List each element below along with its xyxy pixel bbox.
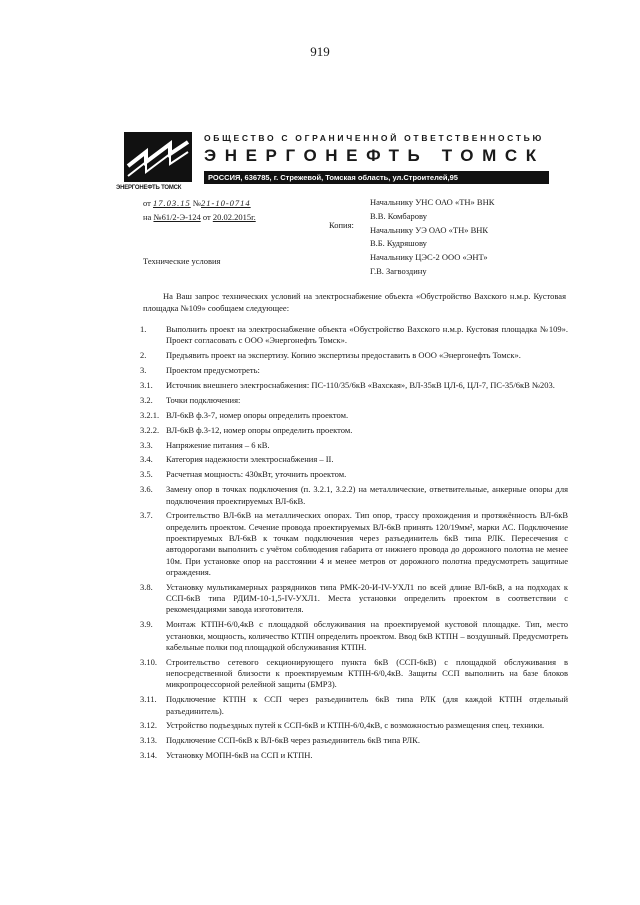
list-item	[140, 410, 568, 421]
item-text: Строительство ВЛ-6кВ на металлических опорах. Тип опор, трассу прохождения и протяжённость ВЛ-6кВ определить проектом. Сечение провода проектируемых ВЛ-6кВ принять 120/19мм², марки АС. Подключение проектируемых ВЛ-6кВ к точкам подключения через разъединитель 6кВ типа РЛК. Пересечения с автодорогами выполнить с учётом соблюдения габарита от нижнего провода до дорожного полотна не менее 10м. При установке опор на расстоянии 4 и менее метров от дорожного полотна предусмотреть защитные ограждения.	[166, 510, 568, 577]
number-prefix: №	[192, 198, 201, 208]
ref-date-prefix: от	[202, 212, 211, 222]
recipients-block	[370, 196, 494, 279]
item-number: 3.13.	[140, 735, 157, 746]
item-text: Выполнить проект на электроснабжение объекта «Обустройство Вахского н.м.р. Кустовая площадка №109». Проект согласовать с ООО «Энергонефть Томск».	[166, 324, 568, 346]
item-text: Предъявить проект на экспертизу. Копию экспертизы предоставить в ООО «Энергонефть Томск».	[166, 350, 521, 361]
list-item	[140, 510, 568, 578]
outgoing-line-1	[143, 196, 256, 210]
org-type: ОБЩЕСТВО С ОГРАНИЧЕННОЙ ОТВЕТСТВЕННОСТЬЮ	[204, 133, 544, 143]
item-text: Подключение КТПН к ССП через разъединитель 6кВ типа РЛК (для каждой КТПН отдельный разъединитель).	[166, 694, 568, 716]
item-number: 3.10.	[140, 656, 157, 667]
page-number: 919	[310, 44, 330, 59]
item-text: Точки подключения:	[166, 394, 241, 405]
item-text: ВЛ-6кВ ф.3-12, номер опоры определить проектом.	[166, 424, 353, 435]
list-item	[140, 380, 568, 391]
org-name: ЭНЕРГОНЕФТЬ ТОМСК	[204, 146, 545, 165]
item-number: 3.14.	[140, 750, 157, 761]
outgoing-reference	[143, 196, 256, 224]
item-text: Источник внешнего электроснабжения: ПС-110/35/6кВ «Вахская», ВЛ-35кВ ЦЛ-6, ЦЛ-7, ПС-35/6кВ №203.	[166, 379, 555, 390]
item-text: Строительство сетевого секционирующего пункта 6кВ (ССП-6кВ) с площадкой обслуживания в непосредственной близости к проектируемым КТПН-6/0,4кВ. Защиты ССП выполнить на базе блоков микропроцессорной релейной защиты (БМРЗ).	[166, 656, 568, 690]
list-item	[140, 619, 568, 653]
from-prefix: от	[143, 198, 151, 208]
item-number: 3.1.	[140, 379, 153, 390]
list-item	[140, 750, 568, 761]
item-number: 3.4.	[140, 454, 153, 465]
item-number: 3.11.	[140, 694, 157, 705]
list-item	[140, 657, 568, 691]
item-text: Установку мультикамерных разрядников типа РМК-20-И-IV-УХЛ1 по всей длине ВЛ-6кВ, а на подходах к ССП-6кВ типа РДИМ-10-1,5-IV-УХЛ1. Места установки определить проектом в соответствии с рекомендациями завода изготовителя.	[166, 581, 568, 615]
item-number: 3.9.	[140, 619, 153, 630]
list-item	[140, 484, 568, 507]
recipient-line: В.В. Комбарову	[370, 210, 427, 221]
copy-label: Копия:	[329, 220, 354, 230]
logo-caption: ЭНЕРГОНЕФТЬ ТОМСК	[116, 185, 182, 191]
recipient-line: Начальнику ЦЭС-2 ООО «ЭНТ»	[370, 252, 488, 263]
recipient-line: Начальнику УНС ОАО «ТН» ВНК	[370, 197, 495, 207]
outgoing-line-2	[143, 210, 256, 224]
company-logo-icon	[124, 132, 192, 182]
item-text: ВЛ-6кВ ф.3-7, номер опоры определить проектом.	[166, 409, 349, 420]
list-item	[140, 454, 568, 465]
list-item	[140, 440, 568, 451]
list-item	[140, 735, 568, 746]
item-text: Проектом предусмотреть:	[166, 365, 260, 376]
list-item	[140, 582, 568, 616]
list-item	[140, 694, 568, 717]
handwritten-date: 17.03.15	[152, 198, 191, 208]
item-text: Напряжение питания – 6 кВ.	[166, 439, 270, 450]
item-number: 3.2.2.	[140, 424, 160, 435]
item-number: 1.	[140, 324, 147, 334]
item-text: Замену опор в точках подключения (п. 3.2.1, 3.2.2) на металлические, ответвительные, анкерные опоры для подключения проектируемых ВЛ-6кВ.	[166, 484, 568, 506]
item-number: 3.	[140, 365, 147, 376]
recipient-line: В.Б. Кудряшову	[370, 238, 427, 249]
ref-prefix: на	[143, 212, 152, 222]
item-number: 3.5.	[140, 469, 153, 480]
letterhead	[116, 124, 556, 196]
ref-date: 20.02.2015г.	[212, 212, 256, 222]
list-item	[140, 469, 568, 480]
list-item	[140, 395, 568, 406]
ref-number: №61/2-Э-124	[153, 212, 201, 222]
list-item	[140, 365, 568, 376]
list-item	[140, 350, 568, 361]
item-text: Расчетная мощность: 430кВт, уточнить проектом.	[166, 469, 347, 480]
item-number: 3.8.	[140, 581, 153, 592]
recipient-line: Начальнику УЭ ОАО «ТН» ВНК	[370, 224, 489, 235]
org-address: РОССИЯ, 636785, г. Стрежевой, Томская область, ул.Строителей,95	[204, 171, 549, 184]
list-item	[140, 720, 568, 731]
list-item	[140, 324, 568, 347]
item-number: 3.12.	[140, 720, 157, 731]
handwritten-number: 21-10-0714	[200, 198, 251, 208]
item-number: 3.2.	[140, 394, 153, 405]
item-number: 3.7.	[140, 510, 153, 521]
item-text: Устройство подъездных путей к ССП-6кВ и КТПН-6/0,4кВ, с возможностью размещения спец. техники.	[166, 720, 545, 731]
recipient-line: Г.В. Загвоздину	[370, 265, 427, 276]
item-text: Монтаж КТПН-6/0,4кВ с площадкой обслуживания на проектируемой кустовой площадке. Тип, место установки, мощность, количество КТПН определить проектом. Ввод 6кВ КТПН – воздушный. Предусмотреть кабельные полки под площадкой обслуживания КТПН.	[166, 619, 568, 652]
item-text: Установку МОПН-6кВ на ССП и КТПН.	[166, 750, 313, 761]
list-item	[140, 425, 568, 436]
item-number: 2.	[140, 350, 147, 361]
item-number: 3.3.	[140, 439, 153, 450]
item-text: Подключение ССП-6кВ к ВЛ-6кВ через разъединитель 6кВ типа РЛК.	[166, 735, 420, 746]
item-number: 3.2.1.	[140, 409, 160, 420]
intro-paragraph: На Ваш запрос технических условий на электроснабжение объекта «Обустройство Вахского н.м.р. Кустовая площадка №109» сообщаем следующее:	[143, 291, 566, 313]
item-number: 3.6.	[140, 484, 153, 495]
item-text: Категория надежности электроснабжения – II.	[166, 454, 334, 465]
document-title: Технические условия	[143, 256, 221, 266]
conditions-list	[140, 324, 568, 772]
